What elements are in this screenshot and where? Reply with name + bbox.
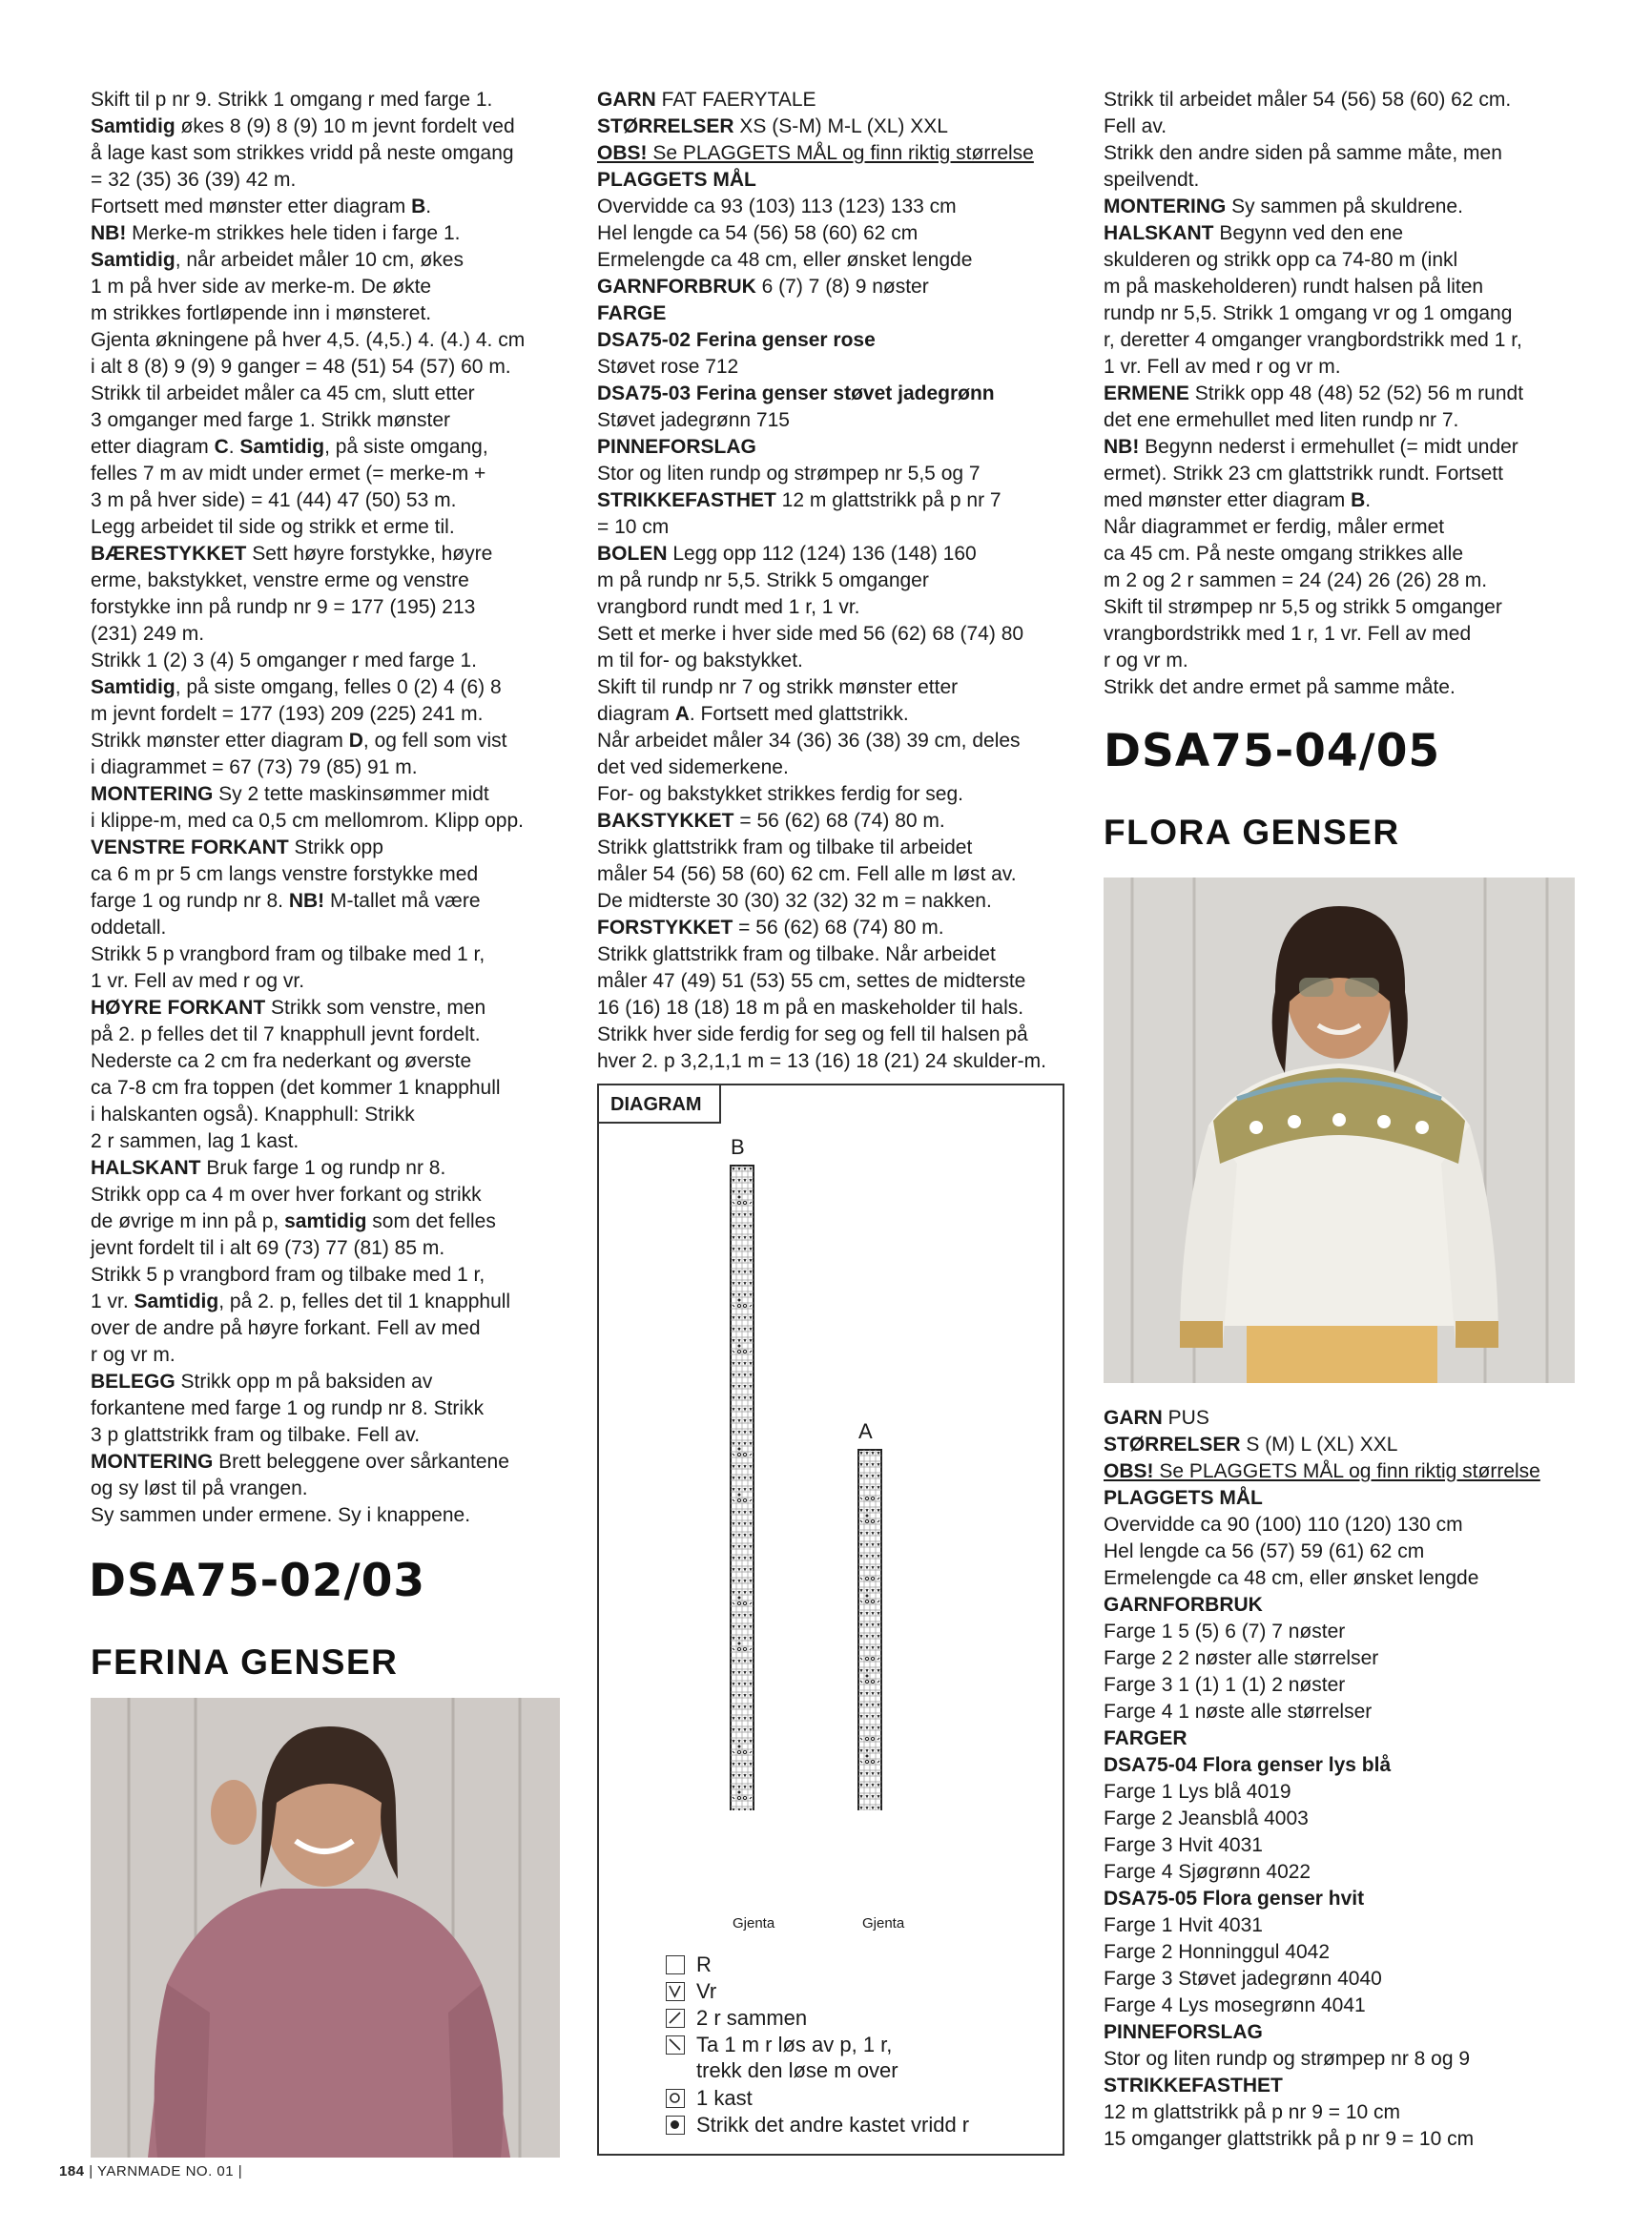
text-line: Legg arbeidet til side og strikk et erme til. <box>91 516 455 538</box>
page-number: 184 <box>59 2163 85 2179</box>
legend-skpo-symbol-icon <box>666 2035 685 2055</box>
text-line: Strikk glattstrikk fram og tilbake til arbeidet <box>597 837 973 858</box>
text-line: Støvet jadegrønn 715 <box>597 409 790 431</box>
text-line: STØRRELSER S (M) L (XL) XXL <box>1104 1434 1398 1456</box>
instructions-column-2 <box>597 87 1074 1075</box>
text-line: Skift til rundp nr 7 og strikk mønster etter <box>597 676 959 698</box>
footer-separator: | <box>89 2163 97 2179</box>
text-line: diagram A. Fortsett med glattstrikk. <box>597 703 909 725</box>
text-line: ERMENE Strikk opp 48 (48) 52 (52) 56 m rundt <box>1104 382 1524 404</box>
text-line: PINNEFORSLAG <box>597 436 756 458</box>
text-line: i diagrammet = 67 (73) 79 (85) 91 m. <box>91 756 418 778</box>
text-line: De midterste 30 (30) 32 (32) 32 m = nakken. <box>597 890 992 912</box>
text-line: Strikk den andre siden på samme måte, men <box>1104 142 1502 164</box>
instructions-column-1 <box>91 87 563 1529</box>
text-line: Ermelengde ca 48 cm, eller ønsket lengde <box>1104 1567 1479 1589</box>
text-line: Strikk 5 p vrangbord fram og tilbake med 1 r, <box>91 943 485 965</box>
legend-knit-symbol-icon <box>666 1955 685 1974</box>
text-line: Strikk til arbeidet måler ca 45 cm, slutt etter <box>91 382 475 404</box>
diagram-title: DIAGRAM <box>599 1085 721 1124</box>
text-line: skulderen og strikk opp ca 74-80 m (inkl <box>1104 249 1458 271</box>
text-line: FARGE <box>597 302 667 324</box>
text-line: NB! Begynn nederst i ermehullet (= midt under <box>1104 436 1518 458</box>
text-line: Stor og liten rundp og strømpep nr 8 og 9 <box>1104 2048 1471 2070</box>
text-line: Farge 1 Hvit 4031 <box>1104 1914 1263 1936</box>
ferina-pattern-title: FERINA GENSER <box>91 1642 399 1682</box>
text-line: Strikk 1 (2) 3 (4) 5 omganger r med farge 1. <box>91 650 477 671</box>
text-line: i halskanten også). Knapphull: Strikk <box>91 1104 415 1126</box>
text-line: Farge 3 1 (1) 1 (1) 2 nøster <box>1104 1674 1346 1696</box>
text-line: 1 vr. Samtidig, på 2. p, felles det til 1 knapphull <box>91 1291 511 1312</box>
text-line: Fell av. <box>1104 115 1167 137</box>
text-line: HALSKANT Bruk farge 1 og rundp nr 8. <box>91 1157 446 1179</box>
text-line: med mønster etter diagram B. <box>1104 489 1372 511</box>
text-line: OBS! Se PLAGGETS MÅL og finn riktig størrelse <box>1104 1460 1540 1482</box>
text-line: GARNFORBRUK <box>1104 1594 1263 1616</box>
publication-name: YARNMADE NO. 01 <box>97 2163 235 2179</box>
text-line: STRIKKEFASTHET <box>1104 2075 1283 2097</box>
text-line: Overvidde ca 90 (100) 110 (120) 130 cm <box>1104 1514 1463 1536</box>
legend-purl-symbol-icon <box>666 1982 685 2001</box>
text-line: Ermelengde ca 48 cm, eller ønsket lengde <box>597 249 973 271</box>
text-line: m jevnt fordelt = 177 (193) 209 (225) 241 m. <box>91 703 484 725</box>
text-line: Farge 3 Støvet jadegrønn 4040 <box>1104 1968 1382 1990</box>
text-line: Støvet rose 712 <box>597 356 739 378</box>
text-line: Farge 2 Jeansblå 4003 <box>1104 1808 1309 1829</box>
text-line: Strikk 5 p vrangbord fram og tilbake med 1 r, <box>91 1264 485 1286</box>
text-line: Gjenta økningene på hver 4,5. (4,5.) 4. (4.) 4. cm <box>91 329 526 351</box>
text-line: Farge 4 Sjøgrønn 4022 <box>1104 1861 1311 1883</box>
text-line: forkantene med farge 1 og rundp nr 8. Strikk <box>91 1397 485 1419</box>
text-line: 12 m glattstrikk på p nr 9 = 10 cm <box>1104 2101 1401 2123</box>
legend-yarnover-label: 1 kast <box>696 2086 753 2110</box>
footer-separator: | <box>237 2163 243 2179</box>
text-line: oddetall. <box>91 917 167 939</box>
legend-knit-label: R <box>696 1952 712 1976</box>
text-line: Strikk opp ca 4 m over hver forkant og strikk <box>91 1184 482 1206</box>
text-line: å lage kast som strikkes vridd på neste omgang <box>91 142 514 164</box>
text-line: over de andre på høyre forkant. Fell av med <box>91 1317 481 1339</box>
text-line: Stor og liten rundp og strømpep nr 5,5 og 7 <box>597 463 981 485</box>
text-line: DSA75-03 Ferina genser støvet jadegrønn <box>597 382 995 404</box>
chart-b-label: B <box>731 1135 745 1159</box>
text-line: vrangbordstrikk med 1 r, 1 vr. Fell av med <box>1104 623 1472 645</box>
text-line: i klippe-m, med ca 0,5 cm mellomrom. Klipp opp. <box>91 810 524 832</box>
text-line: GARN PUS <box>1104 1407 1209 1429</box>
text-line: ca 7-8 cm fra toppen (det kommer 1 knapphull <box>91 1077 501 1099</box>
legend-purl-label: Vr <box>696 1979 717 2003</box>
text-line: STRIKKEFASTHET 12 m glattstrikk på p nr 7 <box>597 489 1002 511</box>
text-line: Strikk til arbeidet måler 54 (56) 58 (60) 62 cm. <box>1104 89 1512 111</box>
text-line: Farge 4 Lys mosegrønn 4041 <box>1104 1994 1366 2016</box>
text-line: Sy sammen under ermene. Sy i knappene. <box>91 1504 471 1526</box>
text-line: jevnt fordelt til i alt 69 (73) 77 (81) 85 m. <box>91 1237 445 1259</box>
text-line: hver 2. p 3,2,1,1 m = 13 (16) 18 (21) 24 skulder-m. <box>597 1050 1046 1072</box>
text-line: måler 54 (56) 58 (60) 62 cm. Fell alle m løst av. <box>597 863 1017 885</box>
knitting-charts <box>599 1085 1063 1810</box>
ferina-sweater-photo <box>91 1698 560 2158</box>
text-line: PLAGGETS MÅL <box>597 169 756 191</box>
text-line: Farge 2 Honninggul 4042 <box>1104 1941 1331 1963</box>
text-line: Farge 4 1 nøste alle størrelser <box>1104 1701 1373 1723</box>
flora-sweater-photo <box>1104 878 1575 1383</box>
text-line: ca 6 m pr 5 cm langs venstre forstykke med <box>91 863 479 885</box>
legend-twisted-yarnover-symbol-icon <box>666 2116 685 2135</box>
text-line: Farge 1 5 (5) 6 (7) 7 nøster <box>1104 1621 1346 1642</box>
text-line: Farge 3 Hvit 4031 <box>1104 1834 1263 1856</box>
text-line: MONTERING Sy sammen på skuldrene. <box>1104 196 1463 217</box>
text-line: 15 omganger glattstrikk på p nr 9 = 10 cm <box>1104 2128 1475 2150</box>
text-line: Skift til p nr 9. Strikk 1 omgang r med farge 1. <box>91 89 493 111</box>
text-line: MONTERING Brett beleggene over sårkantene <box>91 1451 509 1473</box>
text-line: MONTERING Sy 2 tette maskinsømmer midt <box>91 783 489 805</box>
text-line: FORSTYKKET = 56 (62) 68 (74) 80 m. <box>597 917 944 939</box>
text-line: STØRRELSER XS (S-M) M-L (XL) XXL <box>597 115 948 137</box>
text-line: m 2 og 2 r sammen = 24 (24) 26 (26) 28 m. <box>1104 569 1488 591</box>
text-line: felles 7 m av midt under ermet (= merke-m + <box>91 463 486 485</box>
text-line: HØYRE FORKANT Strikk som venstre, men <box>91 997 486 1019</box>
knitting-diagram <box>597 1084 1064 2156</box>
text-line: vrangbord rundt med 1 r, 1 vr. <box>597 596 860 618</box>
text-line: GARNFORBRUK 6 (7) 7 (8) 9 nøster <box>597 276 929 298</box>
ferina-pattern-code: DSA75-02/03 <box>89 1555 426 1607</box>
text-line: NB! Merke-m strikkes hele tiden i farge 1. <box>91 222 461 244</box>
text-line: erme, bakstykket, venstre erme og venstre <box>91 569 469 591</box>
text-line: Strikk hver side ferdig for seg og fell til halsen på <box>597 1023 1028 1045</box>
text-line: 1 m på hver side av merke-m. De økte <box>91 276 432 298</box>
text-line: Når diagrammet er ferdig, måler ermet <box>1104 516 1445 538</box>
text-line: OBS! Se PLAGGETS MÅL og finn riktig størrelse <box>597 142 1034 164</box>
legend-skpo-label: Ta 1 m r løs av p, 1 r, trekk den løse m over <box>696 2033 898 2082</box>
text-line: 1 vr. Fell av med r og vr. <box>91 970 305 992</box>
text-line: r og vr m. <box>91 1344 176 1366</box>
text-line: Nederste ca 2 cm fra nederkant og øverste <box>91 1050 472 1072</box>
text-line: m på maskeholderen) rundt halsen på liten <box>1104 276 1484 298</box>
text-line: PINNEFORSLAG <box>1104 2021 1263 2043</box>
text-line: For- og bakstykket strikkes ferdig for seg. <box>597 783 963 805</box>
text-line: = 10 cm <box>597 516 670 538</box>
text-line: ca 45 cm. På neste omgang strikkes alle <box>1104 543 1464 565</box>
text-line: VENSTRE FORKANT Strikk opp <box>91 837 383 858</box>
text-line: r, deretter 4 omganger vrangbordstrikk med 1 r, <box>1104 329 1522 351</box>
flora-pattern-code: DSA75-04/05 <box>1104 725 1441 777</box>
chart-a-repeat-label: Gjenta <box>862 1915 905 1931</box>
legend-k2tog-symbol-icon <box>666 2009 685 2028</box>
text-line: Skift til strømpep nr 5,5 og strikk 5 omganger <box>1104 596 1502 618</box>
text-line: de øvrige m inn på p, samtidig som det felles <box>91 1210 496 1232</box>
text-line: HALSKANT Begynn ved den ene <box>1104 222 1403 244</box>
text-line: Sett et merke i hver side med 56 (62) 68 (74) 80 <box>597 623 1024 645</box>
text-line: Samtidig, på siste omgang, felles 0 (2) 4 (6) 8 <box>91 676 502 698</box>
text-line: Farge 1 Lys blå 4019 <box>1104 1781 1291 1803</box>
text-line: m på rundp nr 5,5. Strikk 5 omganger <box>597 569 929 591</box>
text-line: r og vr m. <box>1104 650 1188 671</box>
text-line: det ene ermehullet med liten rundp nr 7. <box>1104 409 1459 431</box>
text-line: 3 omganger med farge 1. Strikk mønster <box>91 409 450 431</box>
text-line: Når arbeidet måler 34 (36) 36 (38) 39 cm, deles <box>597 730 1021 752</box>
text-line: Hel lengde ca 56 (57) 59 (61) 62 cm <box>1104 1540 1425 1562</box>
text-line: 3 p glattstrikk fram og tilbake. Fell av. <box>91 1424 421 1446</box>
text-line: rundp nr 5,5. Strikk 1 omgang vr og 1 omgang <box>1104 302 1513 324</box>
flora-pattern-title: FLORA GENSER <box>1104 813 1400 852</box>
text-line: Strikk mønster etter diagram D, og fell som vist <box>91 730 507 752</box>
text-line: 16 (16) 18 (18) 18 m på en maskeholder til hals. <box>597 997 1024 1019</box>
text-line: Overvidde ca 93 (103) 113 (123) 133 cm <box>597 196 957 217</box>
text-line: på 2. p felles det til 7 knapphull jevnt fordelt. <box>91 1023 481 1045</box>
text-line: Hel lengde ca 54 (56) 58 (60) 62 cm <box>597 222 919 244</box>
text-line: 3 m på hver side) = 41 (44) 47 (50) 53 m. <box>91 489 457 511</box>
text-line: og sy løst til på vrangen. <box>91 1477 308 1499</box>
text-line: m strikkes fortløpende inn i mønsteret. <box>91 302 432 324</box>
text-line: DSA75-04 Flora genser lys blå <box>1104 1754 1392 1776</box>
text-line: PLAGGETS MÅL <box>1104 1487 1263 1509</box>
text-line: GARN FAT FAERYTALE <box>597 89 816 111</box>
text-line: speilvendt. <box>1104 169 1200 191</box>
text-line: Samtidig, når arbeidet måler 10 cm, økes <box>91 249 464 271</box>
legend-k2tog-label: 2 r sammen <box>696 2006 808 2030</box>
text-line: = 32 (35) 36 (39) 42 m. <box>91 169 297 191</box>
legend-twisted-yarnover-label: Strikk det andre kastet vridd r <box>696 2113 970 2137</box>
text-line: BELEGG Strikk opp m på baksiden av <box>91 1371 433 1393</box>
legend-yarnover-symbol-icon <box>666 2089 685 2108</box>
text-line: i alt 8 (8) 9 (9) 9 ganger = 48 (51) 54 (57) 60 m. <box>91 356 511 378</box>
text-line: Strikk det andre ermet på samme måte. <box>1104 676 1456 698</box>
chart-b-repeat-label: Gjenta <box>733 1915 775 1931</box>
text-line: DSA75-05 Flora genser hvit <box>1104 1888 1365 1910</box>
text-line: farge 1 og rundp nr 8. NB! M-tallet må være <box>91 890 481 912</box>
text-line: BOLEN Legg opp 112 (124) 136 (148) 160 <box>597 543 977 565</box>
text-line: Farge 2 2 nøster alle størrelser <box>1104 1647 1379 1669</box>
text-line: 2 r sammen, lag 1 kast. <box>91 1130 299 1152</box>
text-line: (231) 249 m. <box>91 623 205 645</box>
text-line: etter diagram C. Samtidig, på siste omgang, <box>91 436 488 458</box>
text-line: BAKSTYKKET = 56 (62) 68 (74) 80 m. <box>597 810 945 832</box>
text-line: 1 vr. Fell av med r og vr m. <box>1104 356 1341 378</box>
text-line: m til for- og bakstykket. <box>597 650 803 671</box>
text-line: forstykke inn på rundp nr 9 = 177 (195) 213 <box>91 596 476 618</box>
text-line: FARGER <box>1104 1727 1187 1749</box>
chart-a-label: A <box>858 1419 873 1443</box>
text-line: ermet). Strikk 23 cm glattstrikk rundt. Fortsett <box>1104 463 1503 485</box>
text-line: det ved sidemerkene. <box>597 756 789 778</box>
text-line: måler 47 (49) 51 (53) 55 cm, settes de midterste <box>597 970 1026 992</box>
text-line: Fortsett med mønster etter diagram B. <box>91 196 432 217</box>
page-footer <box>59 2163 242 2179</box>
text-line: Samtidig økes 8 (9) 8 (9) 10 m jevnt fordelt ved <box>91 115 515 137</box>
text-line: DSA75-02 Ferina genser rose <box>597 329 876 351</box>
text-line: Strikk glattstrikk fram og tilbake. Når arbeidet <box>597 943 996 965</box>
text-line: BÆRESTYKKET Sett høyre forstykke, høyre <box>91 543 493 565</box>
